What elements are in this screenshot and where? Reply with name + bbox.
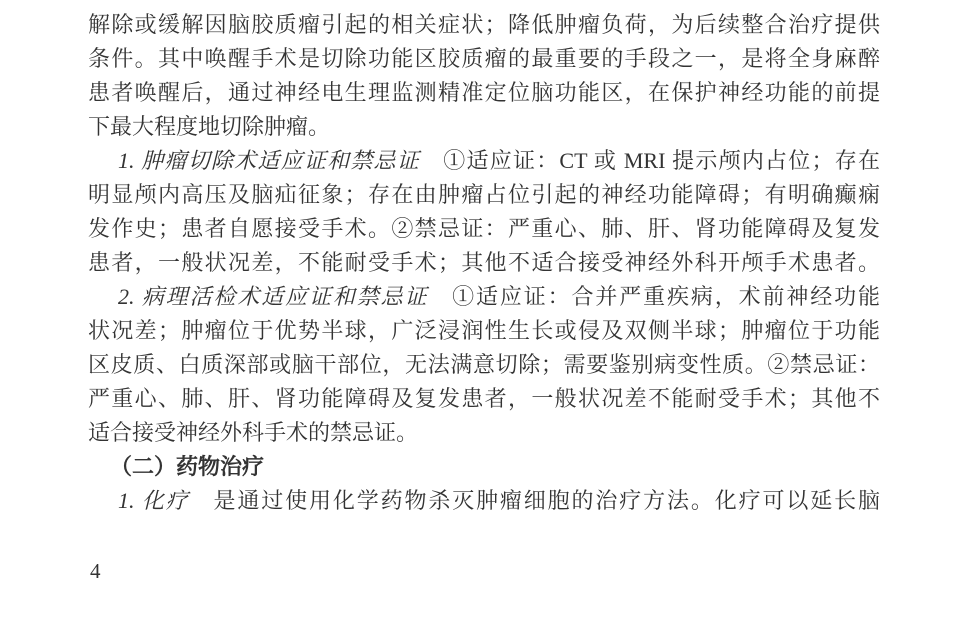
text-line	[88, 314, 880, 348]
text-run-body: ①适应证：CT 或 MRI 提示颅内占位；存在	[420, 148, 880, 173]
text-run-kai: 2. 病理活检术适应证和禁忌证	[118, 284, 429, 309]
text-line	[88, 484, 880, 518]
text-line	[88, 110, 880, 144]
text-line	[88, 246, 880, 280]
text-run-body: 区皮质、白质深部或脑干部位，无法满意切除；需要鉴别病变性质。②禁忌证：	[88, 352, 880, 377]
text-line	[88, 8, 880, 42]
text-line	[88, 144, 880, 178]
text-line	[88, 450, 880, 484]
text-run-body: 条件。其中唤醒手术是切除功能区胶质瘤的最重要的手段之一，是将全身麻醉	[88, 46, 880, 71]
page-text	[88, 8, 880, 518]
text-line	[88, 280, 880, 314]
text-run-body: 下最大程度地切除肿瘤。	[88, 114, 331, 139]
text-run-body: 严重心、肺、肝、肾功能障碍及复发患者，一般状况差不能耐受手术；其他不	[88, 386, 880, 411]
text-run-body: 患者，一般状况差，不能耐受手术；其他不适合接受神经外科开颅手术患者。	[88, 250, 880, 275]
text-line	[88, 212, 880, 246]
text-line	[88, 416, 880, 450]
text-run-body: 解除或缓解因脑胶质瘤引起的相关症状；降低肿瘤负荷，为后续整合治疗提供	[88, 12, 880, 37]
text-run-body: 明显颅内高压及脑疝征象；存在由肿瘤占位引起的神经功能障碍；有明确癫痫	[88, 182, 880, 207]
text-run-kai: 1. 肿瘤切除术适应证和禁忌证	[118, 148, 421, 173]
text-run-heading: （二）药物治疗	[110, 454, 265, 479]
text-line	[88, 348, 880, 382]
text-run-body: 是通过使用化学药物杀灭肿瘤细胞的治疗方法。化疗可以延长脑	[189, 488, 880, 513]
page-number: 4	[90, 559, 101, 583]
text-line	[88, 76, 880, 110]
text-run-body: 适合接受神经外科手术的禁忌证。	[88, 420, 419, 445]
text-run-body: 患者唤醒后，通过神经电生理监测精准定位脑功能区，在保护神经功能的前提	[88, 80, 880, 105]
text-run-body: 发作史；患者自愿接受手术。②禁忌证：严重心、肺、肝、肾功能障碍及复发	[88, 216, 880, 241]
text-run-kai: 1. 化疗	[118, 488, 190, 513]
text-line	[88, 382, 880, 416]
text-run-body: 状况差；肿瘤位于优势半球，广泛浸润性生长或侵及双侧半球；肿瘤位于功能	[88, 318, 880, 343]
text-line	[88, 178, 880, 212]
text-line	[88, 42, 880, 76]
text-run-body: ①适应证：合并严重疾病，术前神经功能	[428, 284, 880, 309]
